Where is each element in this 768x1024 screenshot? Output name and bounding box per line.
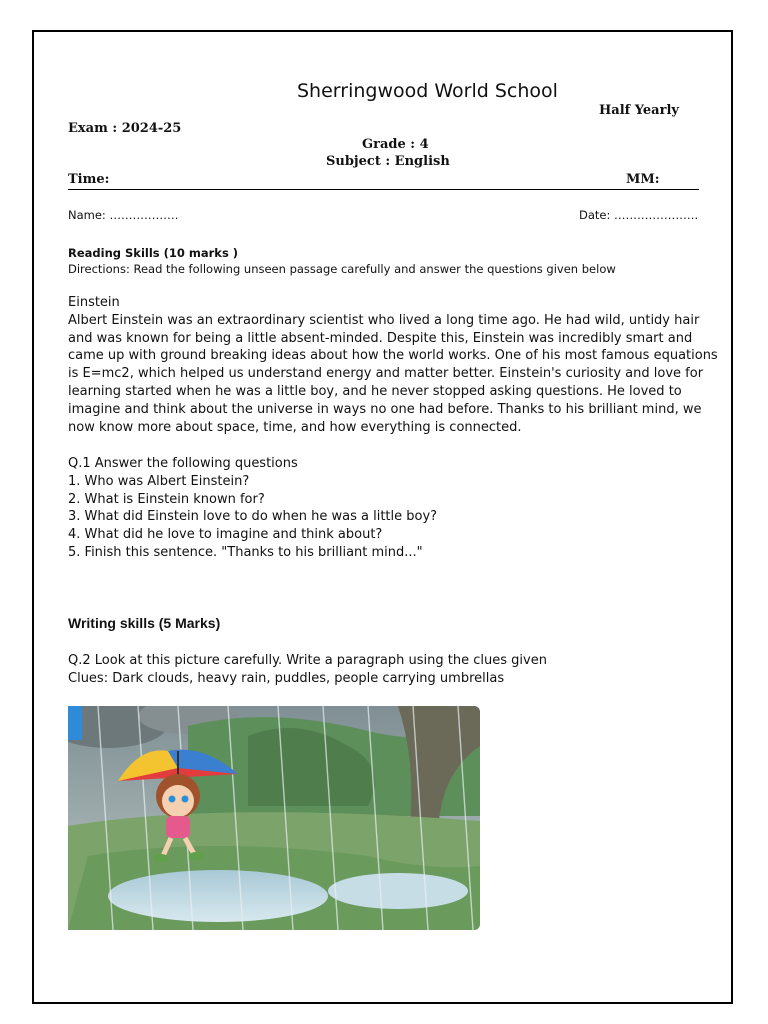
- mm-label: MM:: [626, 172, 660, 187]
- writing-prompt: [68, 652, 703, 688]
- q2-text: Q.2 Look at this picture carefully. Write a paragraph using the clues given: [68, 653, 547, 668]
- passage-line: is E=mc2, which helped us understand energy and matter better. Einstein's curiosity and love for: [68, 366, 704, 382]
- writing-heading: Writing skills (5 Marks): [68, 615, 221, 631]
- passage: [68, 294, 718, 436]
- rainy-day-illustration: [68, 706, 480, 930]
- reading-heading: Reading Skills (10 marks ): [68, 246, 239, 260]
- q1-heading: Q.1 Answer the following questions: [68, 456, 298, 471]
- question-list: [68, 455, 703, 562]
- exam-year: Exam : 2024-25: [68, 121, 182, 136]
- passage-line: came up with ground breaking ideas about how the world works. One of his most famous equations: [68, 348, 718, 364]
- date-field: Date: ………………….: [579, 208, 699, 222]
- passage-line: learning started when he was a little boy, and he never stopped asking questions. He loved to: [68, 383, 682, 399]
- school-name: Sherringwood World School: [297, 80, 558, 102]
- question-item: 4. What did he love to imagine and think about?: [68, 527, 383, 543]
- clues-text: Clues: Dark clouds, heavy rain, puddles, people carrying umbrellas: [68, 670, 505, 686]
- grade-label: Grade : 4: [362, 137, 429, 152]
- exam-type: Half Yearly: [599, 103, 679, 118]
- question-item: 2. What is Einstein known for?: [68, 491, 265, 507]
- time-label: Time:: [68, 172, 110, 187]
- passage-line: and was known for being a little absent-minded. Despite this, Einstein was incredibly smart and: [68, 330, 693, 346]
- header-divider: [68, 189, 699, 190]
- question-item: 3. What did Einstein love to do when he was a little boy?: [68, 509, 438, 525]
- passage-line: imagine and think about the universe in ways no one had before. Thanks to his brilliant mind, we: [68, 401, 702, 417]
- name-field: Name: ………………: [68, 208, 179, 222]
- subject-label: Subject : English: [326, 154, 450, 169]
- passage-line: Albert Einstein was an extraordinary scientist who lived a long time ago. He had wild, untidy hair: [68, 312, 700, 328]
- reading-directions: Directions: Read the following unseen passage carefully and answer the questions given below: [68, 262, 616, 276]
- question-item: 5. Finish this sentence. "Thanks to his brilliant mind...": [68, 544, 423, 560]
- passage-line: now know more about space, time, and how everything is connected.: [68, 419, 522, 435]
- passage-title: Einstein: [68, 295, 120, 310]
- question-item: 1. Who was Albert Einstein?: [68, 473, 250, 489]
